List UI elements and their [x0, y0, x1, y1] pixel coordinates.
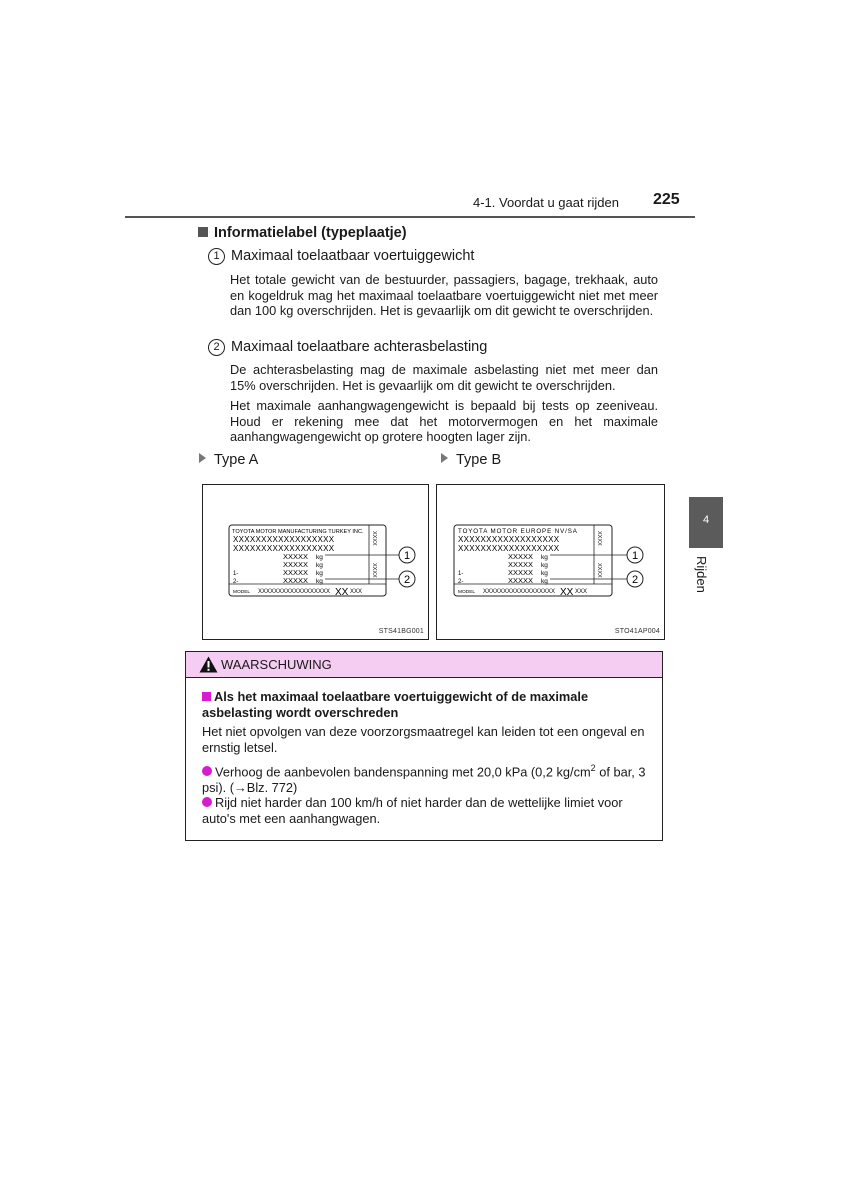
warning-bullet-1	[202, 760, 657, 796]
figure-code: STS41BG001	[378, 628, 424, 635]
chapter-tab-label-wrap	[690, 556, 720, 596]
callout-1: 1	[403, 550, 411, 562]
figure-type-b	[436, 484, 665, 640]
plate-unit: kg	[541, 578, 548, 585]
svg-text:XXXX: XXXX	[596, 531, 602, 546]
plate-prefix-2: 2-	[233, 579, 239, 585]
figure-type-a	[202, 484, 429, 640]
svg-text:XXXX: XXXX	[596, 563, 602, 578]
plate-weight-4: XXXXX	[283, 576, 309, 585]
plate-model-label: MODEL	[458, 590, 476, 595]
bullet-1-text-end: of bar, 3 psi). (→Blz. 772)	[202, 764, 646, 796]
plate-unit: kg	[316, 554, 323, 561]
section-title: Informatielabel (typeplaatje)	[214, 225, 407, 241]
plate-side-text-top	[371, 531, 377, 546]
warning-subtitle: Als het maximaal toelaatbare voertuiggewicht of de maximale asbelasting wordt overschreden	[202, 689, 589, 720]
svg-text:XXXX: XXXX	[371, 531, 377, 546]
plate-line-2: XXXXXXXXXXXXXXXXXX	[458, 544, 560, 553]
item-1-paragraph: Het totale gewicht van de bestuurder, passagiers, bagage, trekhaak, auto en kogeldruk mag het maximaal toelaatbare voertuiggewicht niet met meer dan 100 kg overschrijden. Het is gevaarlijk om dit gewicht te overschrijden.	[230, 272, 658, 319]
triangle-bullet-icon	[199, 453, 206, 463]
running-header-section: 4-1. Voordat u gaat rijden	[473, 195, 619, 210]
plate-model-small: XXX	[575, 589, 588, 595]
warning-triangle-icon	[199, 656, 218, 673]
warning-text: Het niet opvolgen van deze voorzorgsmaatregel kan leiden tot een ongeval en ernstig letsel.	[202, 724, 645, 755]
plate-unit: kg	[541, 562, 548, 569]
plate-side-text-bottom	[371, 563, 377, 578]
type-b-text: Type B	[456, 452, 502, 468]
type-a-label	[199, 452, 258, 468]
figure-code: STO41AP004	[614, 628, 660, 635]
warning-box	[185, 651, 663, 841]
warning-title: WAARSCHUWING	[221, 657, 332, 672]
plate-manufacturer: TOYOTA MOTOR EUROPE NV/SA	[458, 528, 578, 535]
plate-unit: kg	[316, 578, 323, 585]
plate-line-1: XXXXXXXXXXXXXXXXXX	[233, 535, 335, 544]
plate-weight-1: XXXXX	[508, 552, 534, 561]
magenta-bullet-icon	[202, 797, 212, 807]
plate-unit: kg	[541, 570, 548, 577]
section-heading	[198, 225, 407, 241]
plate-manufacturer: TOYOTA MOTOR MANUFACTURING TURKEY INC.	[232, 529, 364, 535]
item-number-badge: 2	[208, 339, 225, 356]
plate-unit: kg	[316, 562, 323, 569]
plate-line-2: XXXXXXXXXXXXXXXXXX	[233, 544, 335, 553]
type-b-label	[441, 452, 501, 468]
type-a-text: Type A	[214, 452, 259, 468]
item-2-heading	[208, 339, 487, 356]
triangle-bullet-icon	[441, 453, 448, 463]
heading-square-icon	[198, 227, 208, 237]
plate-side-text-top	[596, 531, 602, 546]
item-1-heading	[208, 248, 474, 265]
plate-model-value: XXXXXXXXXXXXXXXXXX	[483, 589, 556, 595]
plate-weight-3: XXXXX	[283, 568, 309, 577]
plate-prefix-1: 1-	[458, 571, 464, 577]
plate-model-big: XX	[335, 587, 349, 598]
plate-model-small: XXX	[350, 589, 363, 595]
chapter-tab-label: Rijden	[694, 556, 709, 593]
chapter-tab: 4	[689, 497, 723, 548]
svg-text:XXXX: XXXX	[371, 563, 377, 578]
plate-model-label: MODEL	[233, 590, 251, 595]
plate-weight-4: XXXXX	[508, 576, 534, 585]
magenta-bullet-icon	[202, 766, 212, 776]
plate-illustration-b	[437, 485, 664, 639]
warning-header	[186, 652, 662, 678]
item-2-title: Maximaal toelaatbare achterasbelasting	[231, 339, 488, 355]
warning-subtitle-row	[202, 689, 658, 721]
item-number-badge: 1	[208, 248, 225, 265]
plate-weight-2: XXXXX	[283, 560, 309, 569]
plate-weight-3: XXXXX	[508, 568, 534, 577]
plate-line-1: XXXXXXXXXXXXXXXXXX	[458, 535, 560, 544]
plate-unit: kg	[541, 554, 548, 561]
plate-weight-1: XXXXX	[283, 552, 309, 561]
plate-side-text-bottom	[596, 563, 602, 578]
plate-prefix-2: 2-	[458, 579, 464, 585]
bullet-1-text: Verhoog de aanbevolen bandenspanning met 20,0 kPa (0,2 kg/cm	[215, 764, 591, 780]
bullet-1-sup: 2	[590, 763, 596, 773]
item-2-paragraph-2: Het maximale aanhangwagengewicht is bepaald bij tests op zeeniveau. Houd er rekening mee dat het motorvermogen en het maximale aanhangwagengewicht op grotere hoogten lager zijn.	[230, 398, 658, 445]
plate-illustration-a	[203, 485, 428, 639]
callout-2: 2	[631, 574, 639, 586]
magenta-square-icon	[202, 692, 211, 701]
bullet-2-text: Rijd niet harder dan 100 km/h of niet harder dan de wettelijke limiet voor auto's met een aanhangwagen.	[202, 795, 623, 826]
plate-model-big: XX	[560, 587, 574, 598]
page-number: 225	[653, 191, 680, 208]
callout-1: 1	[631, 550, 639, 562]
item-2-paragraph-1: De achterasbelasting mag de maximale asbelasting niet met meer dan 15% overschrijden. Het is gevaarlijk om dit gewicht te overschrijden.	[230, 362, 658, 393]
callout-2: 2	[403, 574, 411, 586]
header-rule	[125, 216, 695, 218]
plate-model-value: XXXXXXXXXXXXXXXXXX	[258, 589, 331, 595]
warning-bullet-2	[202, 795, 657, 827]
plate-weight-2: XXXXX	[508, 560, 534, 569]
plate-prefix-1: 1-	[233, 571, 239, 577]
plate-unit: kg	[316, 570, 323, 577]
item-1-title: Maximaal toelaatbaar voertuiggewicht	[231, 248, 475, 264]
